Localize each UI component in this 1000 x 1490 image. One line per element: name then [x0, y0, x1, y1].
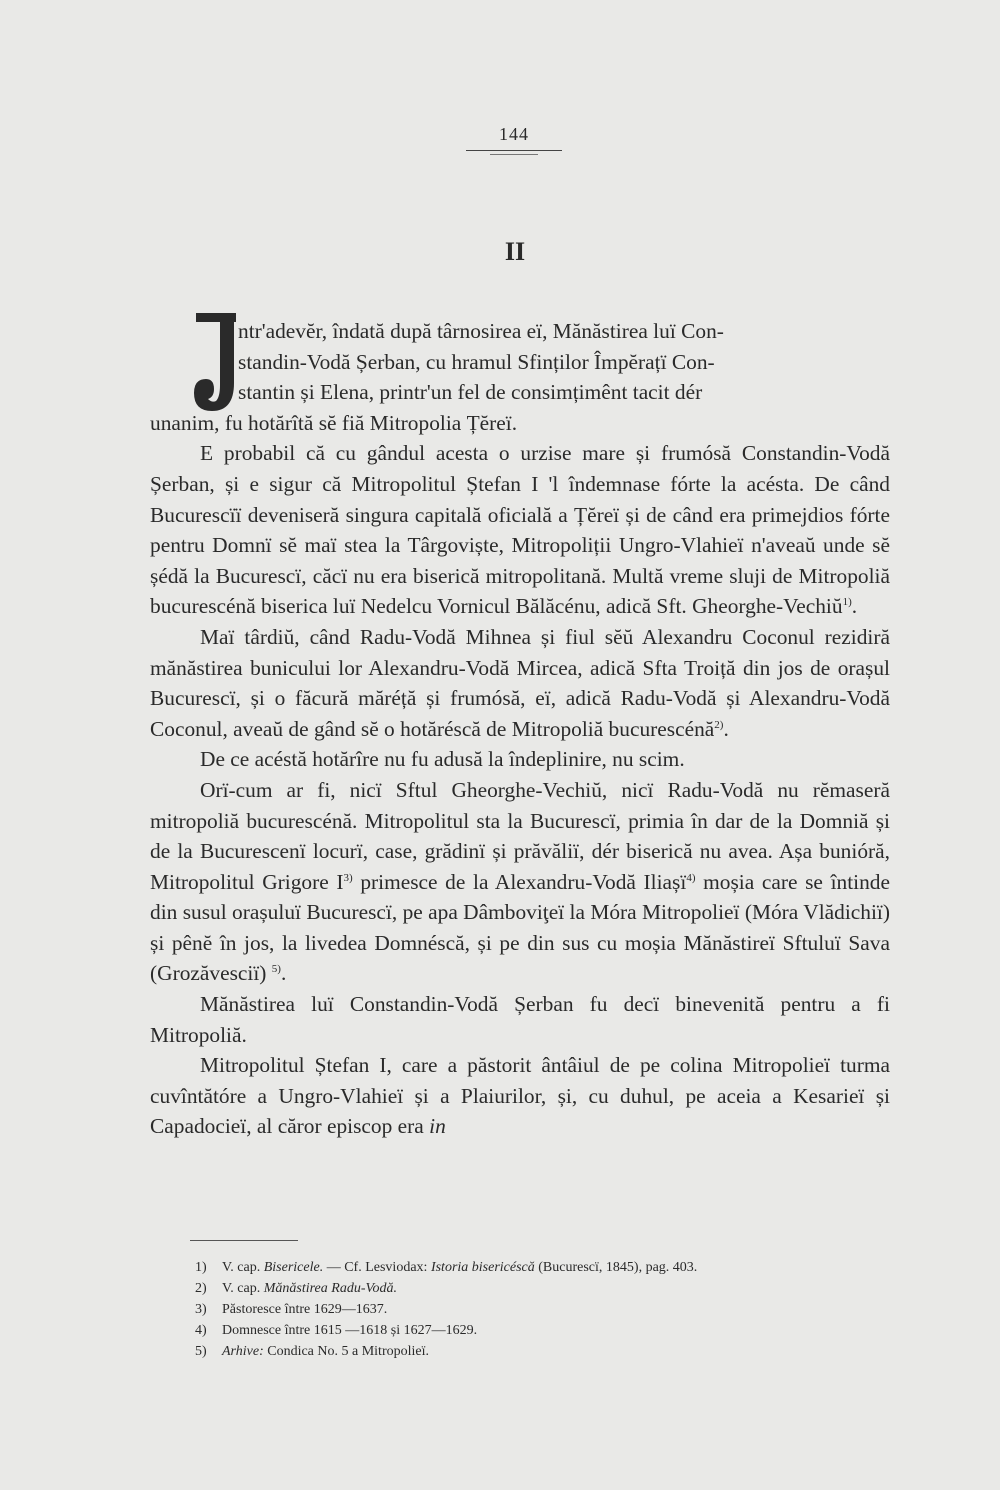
- page-number-rule-short: [490, 154, 538, 155]
- footnote-text: — Cf. Lesviodax:: [323, 1260, 431, 1275]
- paragraph-4: De ce acéstă hotărîre nu fu adusă la îndeplinire, nu scim.: [200, 747, 685, 772]
- footnote-italic: Istoria bisericéscă: [430, 1260, 535, 1275]
- footnote: [195, 1341, 895, 1362]
- footnote-ref-2: 2): [714, 718, 724, 731]
- footnote-italic: Bisericele.: [263, 1260, 324, 1275]
- footnote-rule: [190, 1240, 298, 1241]
- paragraph-5-text-a: Orï-cum ar fi, nicï Sftul Gheorghe-Vechiŭ, nicï Radu-Vodă nu rĕmaseră mitropoliă bucurescénă. Mitropolitul sta la Bucurescï, primia în dar de la Domniă și de la Bucurescenï locurï, case, grădinï și prăvăliï, dér biserică nu avea. Așa bunióră, Mitropolitul Grigore I: [150, 777, 890, 894]
- chapter-heading: II: [504, 237, 526, 266]
- paragraph-5-text-c: moșia care se întinde din susul orașuluï Bucurescï, pe apa Dâmboviţeï la Móra Mitropolieï (Móra Vlădichiï) și pênĕ în jos, la livedea Domnéscă, și pe din sus cu moșia Mănăstireï Sftuluï Sava (Grozăvesciï): [150, 869, 890, 986]
- body-text: [150, 316, 890, 1142]
- footnote-text: Păstoresce între 1629—1637.: [222, 1302, 388, 1317]
- footnote: [195, 1278, 895, 1299]
- paragraph-5: Orï-cum ar fi, nicï Sftul Gheorghe-Vechiŭ, nicï Radu-Vodă nu rĕmaseră mitropoliă bucurescénă. Mitropolitul sta la Bucurescï, primia în dar de la Domniă și de la Bucurescenï locurï, case, grădinï și prăvăliï, dér biserică nu avea. Așa bunióră, Mitropolitul Grigore $I^{3)}$ primesce de la Alexandru-Vodă Iliașï$^{4)}$ moșia care se întinde din susul orașuluï Bucurescï, pe apa Dâmboviţeï la Móra Mitropolieï (Móra Vlădichiï) și pênĕ în jos, la livedea Domnéscă, și pe din sus cu moșia Mănăstireï Sftuluï Sava (Grozăvesciï) $^{5)}$.: [150, 777, 890, 986]
- footnote-number: 3): [195, 1302, 207, 1317]
- paragraph-5-text-b: primesce de la Alexandru-Vodă Iliașï: [352, 869, 687, 894]
- footnote-text: V. cap.: [222, 1281, 264, 1296]
- paragraph-7-italic: in: [429, 1114, 446, 1139]
- paragraph-1-line-3: stantin și Elena, printr'un fel de consimțimênt tacit dér: [238, 380, 703, 405]
- footnote-ref-4: 4): [686, 871, 696, 884]
- paragraph-3-text: Maï târdiŭ, când Radu-Vodă Mihnea și fiul sĕŭ Alexandru Coconul rezidiră mănăstirea bunicului lor Alexandru-Vodă Mircea, adică Sfta Troiță din jos de orașul Bucurescï, și o făcură măréță și frumósă, eï, adică Radu-Vodă și Alexandru-Vodă Coconul, aveaŭ de gând sĕ o hotăréscă de Mitropoliă bucurescénă: [150, 624, 890, 741]
- footnote-text: Domnesce între 1615 —1618 și 1627—1629.: [222, 1323, 478, 1338]
- page-number-rule: [466, 150, 562, 151]
- footnote-number: 2): [195, 1281, 207, 1296]
- footnotes: [195, 1257, 895, 1362]
- paragraph-1-line-2: standin-Vodă Șerban, cu hramul Sfinților Împĕrațï Con-: [238, 349, 715, 374]
- paragraph-2-text: E probabil că cu gândul acesta o urzise mare și frumósă Constandin-Vodă Șerban, și e sigur că Mitropolitul Ștefan I 'l îndemnase fórte la acésta. De când Bucurescïï deveniseră singura capitală oficială a Țĕreï și de când era primejdios fórte pentru Domnï sĕ maï stea la Târgoviște, Mitropoliții Ungro-Vlahieï n'aveaŭ unde sĕ șédă la Bucurescï, căcï nu era biserică mitropolitană. Multă vreme sluji de Mitropoliă bucurescénă biserica luï Nedelcu Vornicul Bălăcénu, adică Sft. Gheorghe-Vechiŭ: [150, 441, 890, 619]
- footnote-number: 5): [195, 1344, 207, 1359]
- paragraph-2: E probabil că cu gândul acesta o urzise mare și frumósă Constandin-Vodă Șerban, și e sigur că Mitropolitul Ștefan I 'l îndemnase fórte la acésta. De când Bucurescïï deveniseră singura capitală oficială a Țĕreï și de când era primejdios fórte pentru Domnï sĕ maï stea la Târgoviște, Mitropoliții Ungro-Vlahieï n'aveaŭ unde sĕ șédă la Bucurescï, căcï nu era biserică mitropolitană. Multă vreme sluji de Mitropoliă bucurescénă biserica luï Nedelcu Vornicul Bălăcénu, adică Sft. Gheorghe-Vechiŭ$^{1)}$.: [150, 441, 890, 619]
- paragraph-3: Maï târdiŭ, când Radu-Vodă Mihnea și fiul sĕŭ Alexandru Coconul rezidiră mănăstirea bunicului lor Alexandru-Vodă Mircea, adică Sfta Troiță din jos de orașul Bucurescï, și o făcură măréță și frumósă, eï, adică Radu-Vodă și Alexandru-Vodă Coconul, aveaŭ de gând sĕ o hotăréscă de Mitropoliă bucurescénă$^{2)}$.: [150, 624, 890, 741]
- footnote: [195, 1257, 895, 1278]
- footnote: [195, 1320, 895, 1341]
- footnote-italic: Arhive:: [222, 1344, 264, 1359]
- paragraph-1-rest: unanim, fu hotărîtă sĕ fiă Mitropolia Țĕreï.: [150, 410, 518, 435]
- paragraph-1: [150, 316, 890, 438]
- footnote-text: (Bucurescï, 1845), pag. 403.: [534, 1260, 698, 1275]
- footnote: [195, 1299, 895, 1320]
- paragraph-1-line-1: ntr'adevĕr, îndată după târnosirea eï, Mănăstirea luï Con-: [238, 319, 724, 343]
- footnote-ref-5: 5): [271, 963, 281, 976]
- footnote-italic: Mănăstirea Radu-Vodă.: [263, 1281, 397, 1296]
- footnote-number: 1): [195, 1260, 207, 1275]
- paragraph-6: Mănăstirea luï Constandin-Vodă Șerban fu decï binevenită pentru a fi Mitropoliă.: [150, 992, 890, 1047]
- page-number: 144: [499, 124, 529, 144]
- footnote-number: 4): [195, 1323, 207, 1338]
- footnote-ref-3: 3): [343, 871, 353, 884]
- paragraph-7-text: Mitropolitul Ștefan I, care a păstorit ântâiul de pe colina Mitropolieï turma cuvîntătóre a Ungro-Vlahieï și a Plaiurilor, și, cu duhul, pe aceia a Kesarieï și Capadocieï, al căror episcop era: [150, 1053, 890, 1139]
- footnote-text: V. cap.: [222, 1260, 264, 1275]
- footnote-ref-1: 1): [842, 596, 852, 609]
- paragraph-7: [150, 1050, 890, 1142]
- footnote-text: Condica No. 5 a Mitropolieï.: [263, 1344, 429, 1359]
